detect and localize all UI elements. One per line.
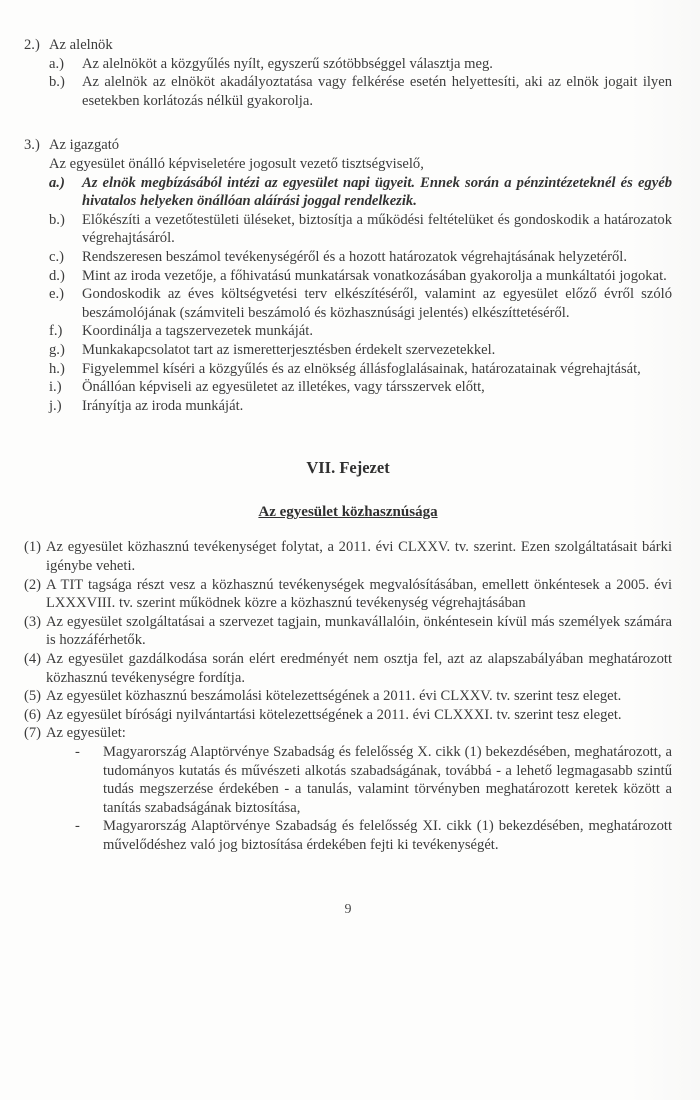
item-text: Az elnök megbízásából intézi az egyesület napi ügyeit. Ennek során a pénzintézeteknél és egyéb hivatalos helyeken önállóan aláírási joggal rendelkezik. xyxy=(82,174,672,210)
dash-bullet: - xyxy=(75,744,80,760)
item-label: f.) xyxy=(49,323,63,340)
list-item xyxy=(49,360,672,379)
paragraph xyxy=(24,576,672,613)
list-item xyxy=(49,248,672,267)
item-text: Az alelnököt a közgyűlés nyílt, egyszerű szótöbbséggel választja meg. xyxy=(82,55,493,72)
section-number: 2.) xyxy=(24,37,40,53)
section-intro: Az egyesület önálló képviseletére jogosult vezető tisztségviselő, xyxy=(49,155,424,172)
list-item xyxy=(49,341,672,360)
list-item xyxy=(49,211,672,248)
paragraph-number: (5) xyxy=(24,688,42,705)
paragraph-text: Az egyesület közhasznú beszámolási kötelezettségének a 2011. évi CLXXV. tv. szerint tesz eleget. xyxy=(46,688,622,705)
dash-item xyxy=(75,743,672,817)
paragraph-text: Az egyesület gazdálkodása során elért eredményét nem osztja fel, azt az alapszabályában meghatározott közhasznú tevékenységre fordítja. xyxy=(46,651,672,686)
item-text: Előkészíti a vezetőtestületi üléseket, biztosítja a működési feltételüket és gondoskodik a határozatok végrehajtásáról. xyxy=(82,211,672,247)
list-item xyxy=(49,285,672,322)
paragraph-text: Az egyesület közhasznú tevékenységet folytat, a 2011. évi CLXXV. tv. szerint. Ezen szolgáltatásait bárki igénybe veheti. xyxy=(46,539,672,575)
section-director xyxy=(24,136,672,415)
dash-item-text: Magyarország Alaptörvénye Szabadság és felelősség XI. cikk (1) bekezdésében, meghatározott művelődéshez való jog biztosítása érdekében fejti ki tevékenységét. xyxy=(103,818,672,853)
page-number: 9 xyxy=(344,901,352,917)
list-item xyxy=(49,267,672,286)
paragraph xyxy=(24,650,672,687)
paragraph xyxy=(24,687,672,706)
paragraph-text: Az egyesület: xyxy=(46,725,126,742)
paragraph-number: (1) xyxy=(24,539,42,556)
paragraph-number: (6) xyxy=(24,706,42,723)
paragraph-number: (2) xyxy=(24,576,42,593)
paragraph xyxy=(24,724,672,743)
chapter-subtitle xyxy=(24,503,672,522)
item-label: d.) xyxy=(49,267,65,284)
paragraph-text: A TIT tagsága részt vesz a közhasznú tevékenységek megvalósításában, emellett önkéntesek a 2005. évi LXXXVIII. tv. szerint működnek közre a közhasznú tevékenység végrehajtásában xyxy=(46,576,672,612)
section-heading xyxy=(24,136,672,155)
paragraph-text: Az egyesület bírósági nyilvántartási kötelezettségének a 2011. évi CLXXXI. tv. szerint tesz eleget. xyxy=(46,706,622,723)
item-label: e.) xyxy=(49,286,64,303)
item-text: Munkakapcsolatot tart az ismeretterjesztésben érdekelt szervezetekkel. xyxy=(82,341,496,358)
section-title: Az igazgató xyxy=(49,137,120,154)
section-vice-president xyxy=(24,36,672,110)
paragraph xyxy=(24,706,672,725)
item-label: c.) xyxy=(49,248,64,265)
list-item xyxy=(49,174,672,211)
chapter-subtitle-text: Az egyesület közhasznúsága xyxy=(258,503,438,520)
paragraph xyxy=(24,613,672,650)
item-text: Gondoskodik az éves költségvetési terv elkészítéséről, valamint az egyesület előző évről szóló beszámolójának (számviteli beszámoló és közhasznúsági jelentés) elkészíttetéséről. xyxy=(82,286,672,321)
item-text: Koordinálja a tagszervezetek munkáját. xyxy=(82,323,313,340)
item-label: j.) xyxy=(49,397,62,414)
chapter-heading: VII. Fejezet xyxy=(306,458,390,478)
item-label: a.) xyxy=(49,55,64,72)
dash-item-text: Magyarország Alaptörvénye Szabadság és felelősség X. cikk (1) bekezdésében, meghatározott, a tudományos kutatás és művészeti alkotás szabadságának, továbbá - a lehető legmagasabb szintű tudás megszerzése érdekében - a tanulás, valamint törvényben meghatározott keretek között a tanítás szabadságának biztosítása, xyxy=(103,744,672,816)
paragraph-number: (3) xyxy=(24,613,42,630)
list-item xyxy=(49,73,672,110)
item-text: Mint az iroda vezetője, a főhivatású munkatársak vonatkozásában gyakorolja a munkáltatói jogokat. xyxy=(82,267,667,284)
item-label: b.) xyxy=(49,74,65,91)
paragraph-number: (7) xyxy=(24,725,42,742)
item-label: g.) xyxy=(49,341,65,358)
paragraph-number: (4) xyxy=(24,651,42,668)
paragraph-text: Az egyesület szolgáltatásai a szervezet tagjain, munkavállalóin, önkéntesein kívül más személyek számára is hozzáférhetők. xyxy=(46,613,672,649)
list-item xyxy=(49,378,672,397)
list-item xyxy=(49,55,672,74)
item-text: Rendszeresen beszámol tevékenységéről és a hozott határozatok végrehajtásának helyzetéről. xyxy=(82,248,627,265)
item-text: Irányítja az iroda munkáját. xyxy=(82,397,244,414)
item-label: h.) xyxy=(49,360,65,377)
item-label: a.) xyxy=(49,174,65,191)
paragraph xyxy=(24,538,672,575)
list-item xyxy=(49,397,672,416)
item-text: Figyelemmel kíséri a közgyűlés és az elnökség állásfoglalásainak, határozatainak végrehajtását, xyxy=(82,360,641,377)
section-heading xyxy=(24,36,672,55)
item-label: b.) xyxy=(49,211,65,228)
section-title: Az alelnök xyxy=(49,37,113,53)
public-benefit-paragraphs xyxy=(24,538,672,854)
section-number: 3.) xyxy=(24,137,40,154)
item-label: i.) xyxy=(49,379,62,396)
dash-item xyxy=(75,817,672,854)
dash-bullet: - xyxy=(75,818,80,835)
list-item xyxy=(49,322,672,341)
item-text: Az alelnök az elnököt akadályoztatása vagy felkérése esetén helyettesíti, aki az elnök jogait ilyen esetekben korlátozás nélkül gyakorolja. xyxy=(82,74,672,109)
item-text: Önállóan képviseli az egyesületet az illetékes, vagy társszervek előtt, xyxy=(82,379,485,396)
